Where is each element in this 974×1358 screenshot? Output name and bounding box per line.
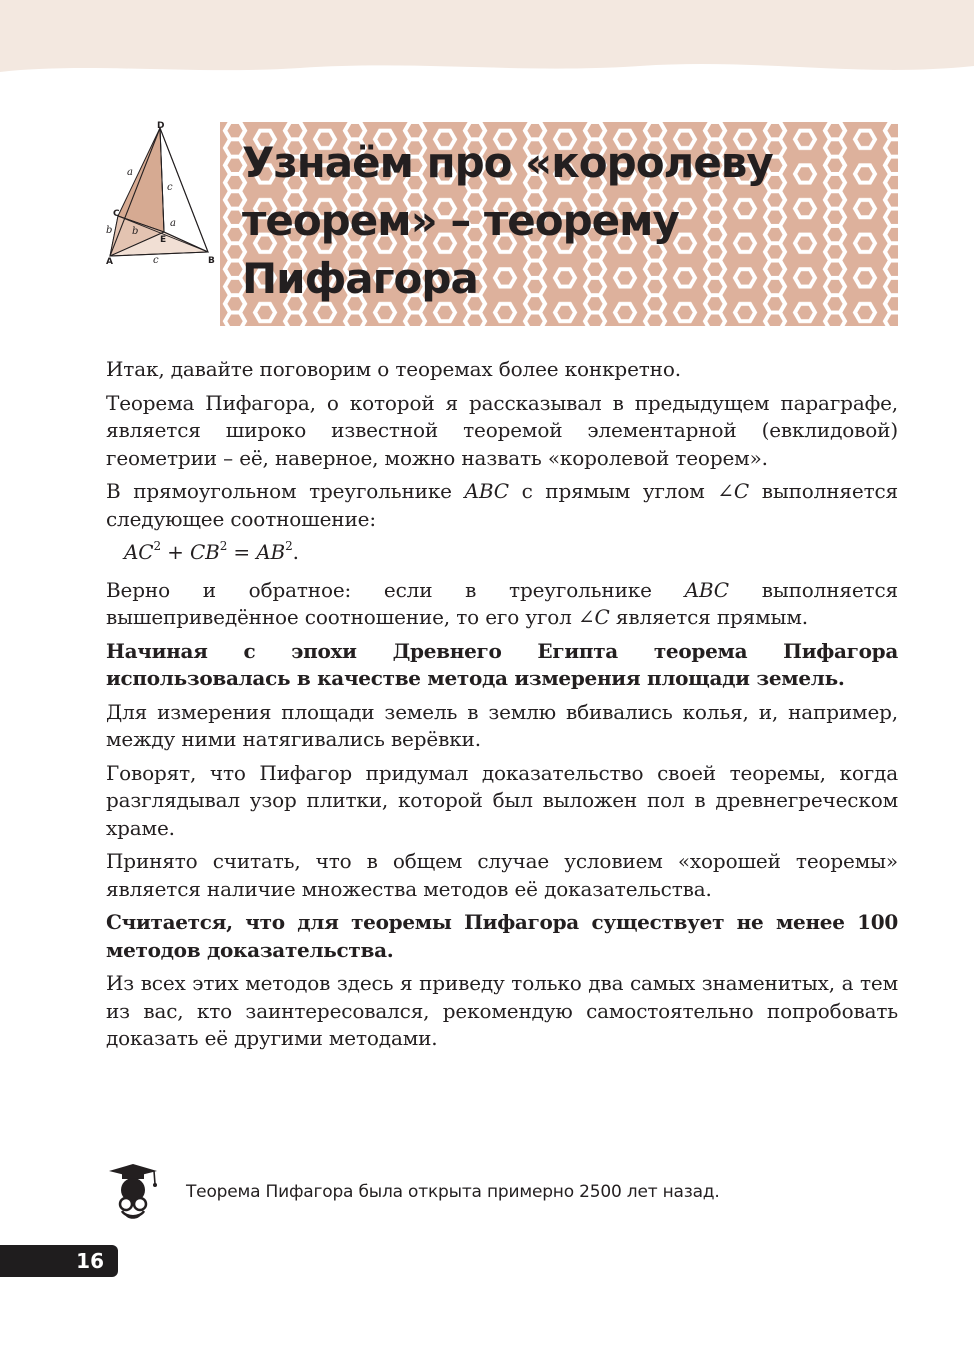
angle-symbol: ∠C — [717, 479, 750, 503]
title-line-2: теорем» – теорему — [242, 196, 679, 245]
diagram-side-c2: c — [153, 255, 159, 266]
paragraph-egypt: Начиная с эпохи Древнего Египта теорема Пифагора использовалась в качестве метода измерения площади земель. — [106, 638, 898, 690]
body-text — [106, 356, 898, 1059]
paragraph-good-theorem: Принято считать, что в общем случае условием «хорошей теоремы» является наличие множества методов её доказательства. — [106, 849, 898, 901]
triangle-symbol: ABC — [684, 577, 729, 602]
paragraph-ropes: Для измерения площади земель в землю вбивались колья, и, например, между ними натягивались верёвки. — [106, 699, 898, 751]
paragraph-converse — [106, 577, 898, 632]
formula-period: . — [292, 540, 299, 564]
diagram-side-a1: a — [127, 167, 133, 178]
diagram-side-b2: b — [132, 226, 139, 237]
diagram-side-a2: a — [170, 218, 176, 229]
paragraph-right-triangle — [106, 478, 898, 533]
paragraph-theorem-description: Теорема Пифагора, о которой я рассказывал в предыдущем параграфе, является широко известной теоремой элементарной (евклидовой) геометрии – её, наверное, можно назвать «королевой теорем». — [106, 390, 898, 470]
paragraph-two-methods: Из всех этих методов здесь я приведу только два самых знаменитых, а тем из вас, кто заинтересовался, рекомендую самостоятельно попробовать доказать её другими методами. — [106, 971, 898, 1050]
top-decorative-band — [0, 0, 974, 90]
formula-cb: CB — [189, 540, 220, 564]
formula-ab: AB — [256, 540, 286, 564]
footnote-text: Теорема Пифагора была открыта примерно 2500 лет назад. — [186, 1182, 720, 1202]
diagram-label-d: D — [157, 121, 165, 131]
formula-plus: + — [160, 540, 190, 564]
title-line-3: Пифагора — [242, 254, 478, 303]
page-number: 16 — [76, 1249, 104, 1273]
formula-exponent: 2 — [285, 539, 293, 553]
diagram-label-a: A — [106, 257, 113, 266]
diagram-label-c: C — [113, 209, 120, 219]
diagram-label-e: E — [160, 235, 167, 245]
text-segment: Верно и обратное: если в треугольнике — [106, 577, 685, 602]
formula-exponent: 2 — [219, 539, 228, 553]
title-line-1: Узнаём про «королеву — [242, 138, 773, 187]
page-number-tab — [0, 1245, 118, 1277]
formula-equals: = — [227, 540, 257, 564]
text-segment: с прямым углом — [508, 479, 718, 503]
paragraph-tiles: Говорят, что Пифагор придумал доказательство своей теоремы, когда разглядывал узор плитки, которой был выложен пол в древнегреческом храме. — [106, 760, 898, 840]
title-banner — [220, 122, 898, 326]
formula-ac: AC — [124, 540, 154, 564]
text-segment: В прямоугольном треугольнике — [106, 479, 465, 503]
paragraph-intro: Итак, давайте поговорим о теоремах более конкретно. — [106, 357, 681, 381]
professor-icon — [106, 1164, 160, 1222]
triangle-symbol: ABC — [464, 479, 509, 503]
page-title — [242, 134, 773, 308]
diagram-side-c1: c — [167, 182, 173, 193]
paragraph-100-methods: Считается, что для теоремы Пифагора существует не менее 100 методов доказательства. — [106, 910, 898, 962]
angle-symbol: ∠C — [577, 605, 610, 629]
formula-exponent: 2 — [153, 539, 161, 553]
pythagoras-triangle-diagram — [104, 120, 218, 266]
text-segment: является прямым. — [609, 605, 808, 629]
diagram-side-b1: b — [106, 225, 113, 236]
diagram-label-b: B — [208, 256, 215, 266]
formula-pythagoras — [106, 539, 898, 567]
text-segment: выполняется вышеприведённое соотношение, то его угол — [106, 577, 898, 629]
text-segment: выполняется следующее соотношение: — [106, 479, 898, 531]
